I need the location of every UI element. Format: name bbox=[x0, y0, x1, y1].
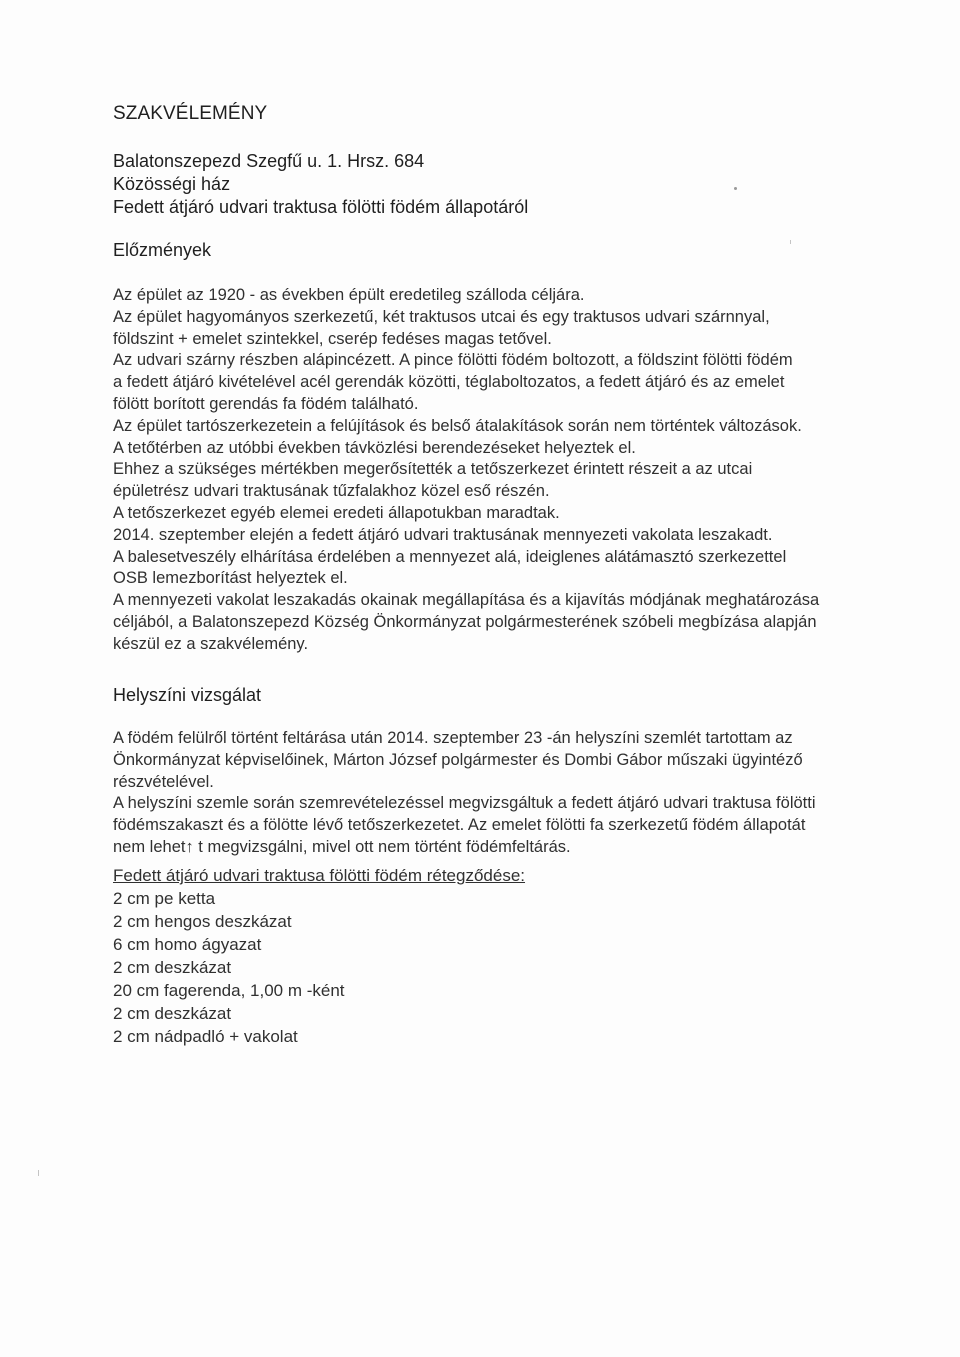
paragraph-line: Az udvari szárny részben alápincézett. A pince fölötti födém boltozott, a földszint fölötti födém bbox=[113, 351, 793, 370]
layer-item: 2 cm pe ketta bbox=[113, 889, 216, 908]
heading-subject: Fedett átjáró udvari traktusa fölötti födém állapotáról bbox=[113, 197, 529, 217]
section-title-elozmenyek: Előzmények bbox=[113, 240, 212, 260]
document-title: SZAKVÉLEMÉNY bbox=[113, 103, 268, 124]
paragraph-line: 2014. szeptember elején a fedett átjáró udvari traktusának mennyezeti vakolata leszakadt. bbox=[113, 525, 773, 544]
paragraph-line: nem lehet↑ t megvizsgálni, mivel ott nem történt födémfeltárás. bbox=[113, 837, 571, 856]
document-heading bbox=[113, 150, 528, 219]
section-body-elozmenyek bbox=[113, 285, 819, 656]
paragraph-line: A helyszíni szemle során szemrevételezéssel megvizsgáltuk a fedett átjáró udvari traktusa fölötti bbox=[113, 794, 816, 813]
scan-speck bbox=[734, 187, 737, 190]
paragraph-line: épületrész udvari traktusának tűzfalakhoz közel eső részén. bbox=[113, 482, 550, 501]
paragraph-line: Ehhez a szükséges mértékben megerősítették a tetőszerkezet érintett részeit a az utcai bbox=[113, 460, 753, 479]
paragraph-line: A tetőtérben az utóbbi években távközlési berendezéseket helyeztek el. bbox=[113, 438, 636, 457]
layer-item: 2 cm hengos deszkázat bbox=[113, 912, 292, 931]
paragraph-line: Az épület tartószerkezetein a felújítások és belső átalakítások során nem történtek változások. bbox=[113, 416, 802, 435]
heading-building: Közösségi ház bbox=[113, 174, 231, 194]
paragraph-line: Az épület az 1920 - as években épült eredetileg szálloda céljára. bbox=[113, 286, 585, 304]
layer-list-title: Fedett átjáró udvari traktusa fölötti födém rétegződése: bbox=[113, 866, 526, 885]
paragraph-line: A balesetveszély elhárítása érdelében a mennyezet alá, ideiglenes alátámasztó szerkezettel bbox=[113, 547, 787, 566]
scan-speck bbox=[790, 240, 791, 244]
layer-item: 2 cm deszkázat bbox=[113, 1004, 232, 1023]
paragraph-line: A mennyezeti vakolat leszakadás okainak megállapítása és a kijavítás módjának meghatározása bbox=[113, 591, 820, 610]
paragraph-line: földszint + emelet szintekkel, cserép fedéses magas tetővel. bbox=[113, 329, 552, 348]
paragraph-line: a fedett átjáró kivételével acél gerendák közötti, téglaboltozatos, a fedett átjáró és az emelet bbox=[113, 373, 785, 392]
paragraph-line: fölött borított gerendás fa födém található. bbox=[113, 394, 419, 413]
layer-item: 6 cm homo ágyazat bbox=[113, 935, 262, 954]
paragraph-line: födémszakaszt és a fölötte lévő tetőszerkezetet. Az emelet fölötti fa szerkezetű födém állapotát bbox=[113, 816, 806, 835]
layer-item: 2 cm deszkázat bbox=[113, 958, 232, 977]
layer-item: 20 cm fagerenda, 1,00 m -ként bbox=[113, 981, 345, 1000]
paragraph-line: OSB lemezborítást helyeztek el. bbox=[113, 569, 348, 588]
paragraph-line: céljából, a Balatonszepezd Község Önkormányzat polgármesterének szóbeli megbízása alapján bbox=[113, 612, 817, 631]
paragraph-line: Az épület hagyományos szerkezetű, két traktusos utcai és egy traktusos udvari szárnnyal, bbox=[113, 307, 770, 326]
layer-item: 2 cm nádpadló + vakolat bbox=[113, 1027, 298, 1046]
paragraph-line: A tetőszerkezet egyéb elemei eredeti állapotukban maradtak. bbox=[113, 503, 560, 522]
paragraph-line: készül ez a szakvélemény. bbox=[113, 634, 309, 653]
layer-list bbox=[113, 864, 525, 1048]
paragraph-line: Önkormányzat képviselőinek, Márton József polgármester és Dombi Gábor műszaki ügyintéző bbox=[113, 750, 803, 769]
heading-address: Balatonszepezd Szegfű u. 1. Hrsz. 684 bbox=[113, 151, 425, 171]
scan-speck bbox=[38, 1170, 39, 1176]
paragraph-line: A födém felülről történt feltárása után 2014. szeptember 23 -án helyszíni szemlét tartottam az bbox=[113, 729, 793, 747]
section-title-helyszini-vizsgalat: Helyszíni vizsgálat bbox=[113, 685, 262, 705]
section-body-helyszini-vizsgalat bbox=[113, 728, 816, 859]
paragraph-line: részvételével. bbox=[113, 772, 214, 791]
